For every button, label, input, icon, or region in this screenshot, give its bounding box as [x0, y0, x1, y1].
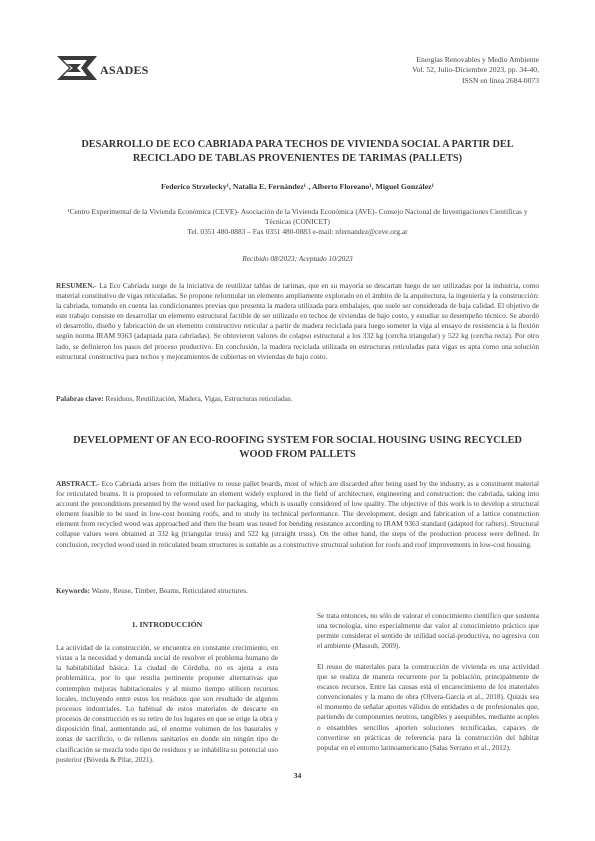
journal-name: Energías Renovables y Medio Ambiente — [416, 55, 539, 64]
body-right-column — [317, 611, 539, 763]
keywords-es — [56, 394, 539, 403]
paper-title-en: DEVELOPMENT OF AN ECO-ROOFING SYSTEM FOR SOCIAL HOUSING USING RECYCLED WOOD FROM PALLETS — [73, 435, 522, 460]
paper-title-es: DESARROLLO DE ECO CABRIADA PARA TECHOS DE VIVIENDA SOCIAL A PARTIR DEL RECICLADO DE TABLAS PROVENIENTES DE TARIMAS (PALLETS) — [81, 139, 514, 164]
keywords-en — [56, 586, 539, 595]
keywords-es-text: Residuos, Reutilización, Madera, Vigas, Estructuras reticuladas. — [103, 394, 293, 403]
logo-text: ASADES — [100, 63, 149, 77]
abstract-en — [56, 479, 539, 550]
keywords-es-label: Palabras clave: — [56, 394, 104, 403]
page-number: 34 — [293, 771, 302, 780]
keywords-en-text: Waste, Reuse, Timber, Beams, Reticulated structures. — [90, 586, 248, 595]
paragraph: Se trata entonces, no sólo de valorar el conocimiento científico que sustenta una tecnología, sino especialmente dar valor al conocimiento práctico que permite considerar el sentido de utilidad social-productiva, no agresiva con el ambiente (Massuh, 2009). — [317, 611, 539, 651]
affiliation-institutions: ¹Centro Experimental de la Vivienda Económica (CEVE)- Asociación de la Vivienda Económica (AVE)- Consejo Nacional de Investigaciones Científicas y Técnicas (CONICET) — [67, 207, 528, 226]
journal-volume: Vol. 52, Julio-Diciembre 2023, pp. 34-40, — [412, 65, 539, 75]
journal-info — [309, 55, 539, 86]
asades-logo-icon — [57, 56, 97, 80]
abstract-es — [56, 281, 539, 362]
abstract-en-label: ABSTRACT.- — [56, 479, 100, 488]
authors: Federico Strzelecky¹, Natalia E. Fernández¹˒, Alberto Floreano¹, Miguel González¹ — [161, 182, 434, 191]
paragraph: La actividad de la construcción, se encuentra en constante crecimiento, en vistas a la necesidad y demanda social de resolver el problema humano de la habitabilidad básica. La ciudad de Córdoba, no es ajena a esta problemática, por lo que resulta pertinente proponer alternativas que contemplen mejoras habitacionales y al mismo tiempo utilicen recursos locales, incluyendo entre estos los residuos que son resultado de algunos procesos industriales. Lo habitual de estos materiales de descarte en procesos de construcción es su retiro de los lugares en que se erige la obra y disposición final, aumentando así, el enorme volumen de los basurales y zonas de sacrificio, o de rellenos sanitarios en donde sin ningún tipo de clasificación se mezcla todo tipo de residuos y se inhabilita su potencial uso posterior (Bóveda & Pilar, 2021). — [56, 643, 278, 764]
affiliation-contact: Tel. 0351 480-0883 – Fax 0351 480-0883 e-mail: nfernandez@ceve.org.ar — [187, 226, 408, 236]
paragraph: El reuso de materiales para la construcción de vivienda es una actividad que se realiza de manera recurrente por la población, principalmente de escasos recursos. Entre las causas está el encarecimiento de los materiales convencionales y la mano de obra (Olvera-García et al., 2018). Quizás sea el momento de señalar aportes válidos de entidades o de profesionales que, partiendo de componentes neutros, tangibles y asequibles, mediante acoples o ensambles sencillos aporten soluciones tecnificadas, capaces de convertirse en prácticas de referencia para la construcción del hábitat popular en el entorno latinoamericano (Salas Serrano et al., 2012). — [317, 661, 539, 752]
abstract-es-text: La Eco Cabriada surge de la iniciativa de reutilizar tablas de tarimas, que en su mayoría se descartan luego de ser utilizadas por la industria, como material constitutivo de vigas reticuladas. Se propone reformular un elemento ampliamente explorado en el ámbito de la arquitectura, la ingeniería y la construcción: la cabriada, tomando en cuenta las condicionantes previas que presenta la madera utilizada para embalajes, que suele ser considerada de baja calidad. El objetivo de este trabajo consiste en desarrollar un elemento estructural factible de ser utilizado en techos de viviendas de bajo costo, y estudiar su desempeño técnico. Se abordó el desarrollo, diseño y fabricación de un elemento constructivo reticular a partir de madera reciclada para luego someter la viga al ensayo de resistencia a la flexión según norma IRAM 9363 (adaptada para cabriadas). Se obtuvieron valores de colapso estructural a los 332 kg (cercha triangular) y 522 kg (cercha recta). Por otro lado, se definieron los pasos del proceso productivo. En conclusión, la madera reciclada utilizada en estructuras reticuladas para vigas es apta como una solución estructural constructiva para techos y mejoramientos de cubiertas en viviendas de bajo costo. — [56, 281, 539, 361]
section-heading-introduccion: 1. INTRODUCCIÓN — [131, 620, 203, 629]
abstract-es-label: RESUMEN.- — [56, 281, 97, 290]
keywords-en-label: Keywords: — [56, 586, 91, 595]
journal-issn: ISSN en línea 2684-0073 — [462, 75, 539, 85]
affiliation — [56, 207, 539, 236]
abstract-en-text: Eco Cabriada arises from the initiative to reuse pallet boards, most of which are discarded after being used by the industry, as a constituent material for reticulated beams. It is proposed to reformulate an element widely explored in the field of architecture, engineering and construction: the cabriada, taking into account the preconditions presented by the wood used for packaging, which is usually considered of low quality. The objective of this work is to develop a structural element feasible to be used in low-cost housing roofs, and to study its technical performance. The development, design and fabrication of a lattice construction element from recycled wood was approached and then the beam was tested for bending resistance according to IRAM 9363 standard (adapted for rafters). Structural collapse values were obtained at 332 kg (triangular truss) and 522 kg (straight truss). On the other hand, the steps of the production process were defined. In conclusion, recycled wood used in reticulated beam structures is suitable as a constructive structural solution for roofs and roof improvements in low-cost housing. — [56, 479, 539, 549]
received-dates: Recibido 08/2023; Aceptado 10/2023 — [242, 254, 353, 263]
body-left-column — [56, 643, 278, 765]
